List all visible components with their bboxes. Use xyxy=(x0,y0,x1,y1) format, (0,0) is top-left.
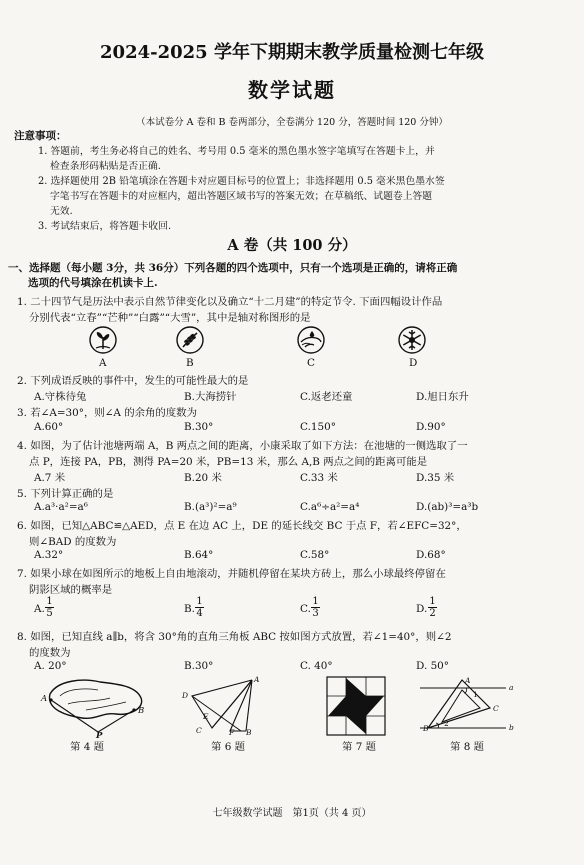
figure-7-tiled-floor xyxy=(326,676,386,736)
part-instruction: 选项的代号填涂在机读卡上. xyxy=(28,277,158,289)
question-5-stem: 5. 下列计算正确的是 xyxy=(17,488,114,500)
fraction-option-c xyxy=(311,596,320,619)
point-label: A xyxy=(41,694,48,704)
numerator: 1 xyxy=(196,596,203,607)
notice-heading: 注意事项： xyxy=(14,130,67,142)
option: D.旭日东升 xyxy=(416,391,469,403)
option: D.68° xyxy=(416,549,446,561)
notice-line: 检查条形码粘贴是否正确. xyxy=(50,161,161,172)
option: A.守株待兔 xyxy=(34,391,87,403)
option: C.33 米 xyxy=(300,472,338,484)
point-label: C xyxy=(493,704,499,713)
option: A.a³·a²=a⁶ xyxy=(34,501,88,513)
option: D.35 米 xyxy=(416,472,455,484)
part-instruction: 一、选择题（每小题 3分，共 36分）下列各题的四个选项中，只有一个选项是正确的，请将正确 xyxy=(8,262,458,274)
option: A.60° xyxy=(34,421,64,433)
denominator: 2 xyxy=(429,608,436,619)
fraction-option-d xyxy=(428,596,437,619)
figure-caption: 第 4 题 xyxy=(70,741,104,753)
question-1-stem: 分别代表“立春”“芒种”“白露”“大雪”，其中是轴对称图形的是 xyxy=(29,312,311,324)
spring-seedling-icon xyxy=(88,325,118,355)
point-label: P xyxy=(96,731,103,741)
point-label: B xyxy=(138,706,145,716)
notice-line: 3. 考试结束后，将答题卡收回. xyxy=(38,221,172,232)
question-6-stem: 6. 如图，已知△ABC≌△AED，点 E 在边 AC 上，DE 的延长线交 BC 于点 F，若∠EFC=32°， xyxy=(17,520,467,532)
question-6-stem: 则∠BAD 的度数为 xyxy=(29,536,117,548)
option: B.20 米 xyxy=(184,472,222,484)
question-2-stem: 2. 下列成语反映的事件中，发生的可能性最大的是 xyxy=(17,375,249,387)
point-label: F xyxy=(229,728,235,737)
notice-line: 2. 选择题使用 2B 铅笔填涂在答题卡对应题目标号的位置上；非选择题用 0.5 毫米黑色墨水签 xyxy=(38,176,445,187)
option: B.(a³)²=a⁹ xyxy=(184,501,237,513)
point-label: D xyxy=(182,691,189,700)
denominator: 4 xyxy=(196,608,203,619)
figure-4-pond xyxy=(38,676,148,738)
denominator: 5 xyxy=(46,608,53,619)
section-title: A 卷（共 100 分） xyxy=(227,237,357,254)
denominator: 3 xyxy=(312,608,319,619)
angle-label: 2 xyxy=(444,719,449,728)
point-label: C xyxy=(196,726,202,735)
fraction-option-a xyxy=(45,596,54,619)
question-7-stem: 阴影区域的概率是 xyxy=(29,584,113,596)
option-label: C xyxy=(307,357,315,369)
point-label: B xyxy=(423,724,429,733)
question-1-stem: 1. 二十四节气是历法中表示自然节律变化以及确立“十二月建”的特定节令. 下面四幅设计作品 xyxy=(17,296,443,308)
figure-caption: 第 8 题 xyxy=(450,741,484,753)
point-label: E xyxy=(203,712,209,721)
question-8-stem: 8. 如图，已知直线 a∥b，将含 30°角的直角三角板 ABC 按如图方式放置，若∠1=40°，则∠2 xyxy=(17,631,452,643)
notice-line: 无效. xyxy=(50,206,73,217)
dew-drop-icon xyxy=(296,325,326,355)
point-label: A xyxy=(254,675,260,684)
exam-title: 2024-2025 学年下期期末教学质量检测七年级 xyxy=(100,42,484,63)
grain-ear-icon xyxy=(175,325,205,355)
question-4-stem: 4. 如图，为了估计池塘两端 A，B 两点之间的距离，小康采取了如下方法：在池塘的一侧选取了一 xyxy=(17,440,468,452)
line-label: a xyxy=(509,683,514,692)
figure-6-triangles xyxy=(182,674,262,736)
option: C.返老还童 xyxy=(300,391,353,403)
figure-caption: 第 7 题 xyxy=(342,741,376,753)
point-label: B xyxy=(246,728,252,737)
option: C.150° xyxy=(300,421,336,433)
question-8-stem: 的度数为 xyxy=(29,647,71,659)
option: B.30° xyxy=(184,660,214,672)
option: D.(ab)³=a³b xyxy=(416,501,479,513)
option: C. xyxy=(300,603,311,615)
angle-label: 1 xyxy=(473,690,478,699)
figure-caption: 第 6 题 xyxy=(211,741,245,753)
page-footer: 七年级数学试题 第1页（共 4 页） xyxy=(212,808,372,819)
numerator: 1 xyxy=(46,596,53,607)
figure-8-parallel-lines xyxy=(418,678,518,738)
option: B.30° xyxy=(184,421,214,433)
question-3-stem: 3. 若∠A=30°，则∠A 的余角的度数为 xyxy=(17,407,197,419)
option: D.90° xyxy=(416,421,446,433)
option: A.7 米 xyxy=(34,472,66,484)
option-label: B xyxy=(186,357,194,369)
point-label: A xyxy=(465,676,471,685)
notice-line: 1. 答题前，考生务必将自己的姓名、考号用 0.5 毫米的黑色墨水签字笔填写在答题卡上，并 xyxy=(38,146,435,157)
option: A. xyxy=(34,603,45,615)
question-7-stem: 7. 如果小球在如图所示的地板上自由地滚动，并随机停留在某块方砖上，那么小球最终停留在 xyxy=(17,568,446,580)
notice-line: 字笔书写在答题卡的对应框内，超出答题区域书写的答案无效；在草稿纸、试题卷上答题 xyxy=(50,191,433,202)
option: A. 20° xyxy=(34,660,67,672)
option: C. 40° xyxy=(300,660,333,672)
line-label: b xyxy=(509,723,514,732)
option-label: D xyxy=(409,357,418,369)
option: A.32° xyxy=(34,549,64,561)
option: D. xyxy=(416,603,428,615)
numerator: 1 xyxy=(429,596,436,607)
snowflake-icon xyxy=(397,325,427,355)
fraction-option-b xyxy=(195,596,204,619)
exam-subject: 数学试题 xyxy=(248,78,336,102)
option: C.58° xyxy=(300,549,330,561)
question-4-stem: 点 P，连接 PA，PB，测得 PA=20 米，PB=13 米，那么 A,B 两点之间的距离可能是 xyxy=(29,456,428,468)
option: C.a⁶÷a²=a⁴ xyxy=(300,501,360,513)
numerator: 1 xyxy=(312,596,319,607)
option: B. xyxy=(184,603,195,615)
option-label: A xyxy=(99,357,107,369)
option: B.大海捞针 xyxy=(184,391,237,403)
option: D. 50° xyxy=(416,660,449,672)
option: B.64° xyxy=(184,549,214,561)
exam-info: （本试卷分 A 卷和 B 卷两部分，全卷满分 120 分，答题时间 120 分钟） xyxy=(136,117,448,128)
